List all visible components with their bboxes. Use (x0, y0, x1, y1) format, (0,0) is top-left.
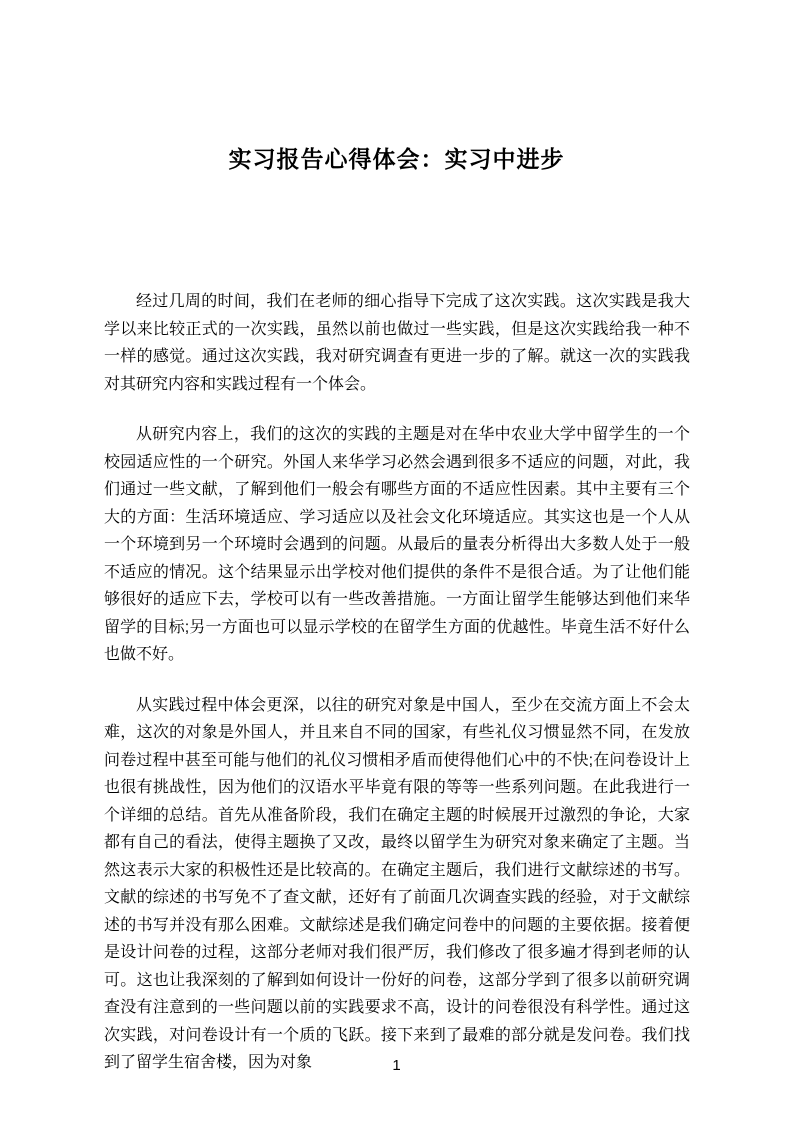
document-body (104, 288, 690, 1077)
paragraph-3: 从实践过程中体会更深，以往的研究对象是中国人，至少在交流方面上不会太难，这次的对象是外国人，并且来自不同的国家，有些礼仪习惯显然不同，在发放问卷过程中甚至可能与他们的礼仪习惯相矛盾而使得他们心中的不快;在问卷设计上也很有挑战性，因为他们的汉语水平毕竟有限的等等一些系列问题。在此我进行一个详细的总结。首先从准备阶段，我们在确定主题的时候展开过激烈的争论，大家都有自己的看法，使得主题换了又改，最终以留学生为研究对象来确定了主题。当然这表示大家的积极性还是比较高的。在确定主题后，我们进行文献综述的书写。文献的综述的书写免不了查文献，还好有了前面几次调查实践的经验，对于文献综述的书写并没有那么困难。文献综述是我们确定问卷中的问题的主要依据。接着便是设计问卷的过程，这部分老师对我们很严厉，我们修改了很多遍才得到老师的认可。这也让我深刻的了解到如何设计一份好的问卷，这部分学到了很多以前研究调查没有注意到的一些问题以前的实践要求不高，设计的问卷很没有科学性。通过这次实践，对问卷设计有一个质的飞跃。接下来到了最难的部分就是发问卷。我们找到了留学生宿舍楼，因为对象 (104, 696, 690, 1071)
document-title: 实习报告心得体会：实习中进步 (228, 146, 565, 172)
paragraph-2: 从研究内容上，我们的这次的实践的主题是对在华中农业大学中留学生的一个校园适应性的一个研究。外国人来华学习必然会遇到很多不适应的问题，对此，我们通过一些文献，了解到他们一般会有哪些方面的不适应性因素。其中主要有三个大的方面：生活环境适应、学习适应以及社会文化环境适应。其实这也是一个人从一个环境到另一个环境时会遇到的问题。从最后的量表分析得出大多数人处于一般不适应的情况。这个结果显示出学校对他们提供的条件不是很合适。为了让他们能够很好的适应下去，学校可以有一些改善措施。一方面让留学生能够达到他们来华留学的目标;另一方面也可以显示学校的在留学生方面的优越性。毕竟生活不好什么也做不好。 (104, 426, 690, 663)
paragraph-1: 经过几周的时间，我们在老师的细心指导下完成了这次实践。这次实践是我大学以来比较正式的一次实践，虽然以前也做过一些实践，但是这次实践给我一种不一样的感觉。通过这次实践，我对研究调查有更进一步的了解。就这一次的实践我对其研究内容和实践过程有一个体会。 (104, 293, 690, 393)
page-number: 1 (392, 1057, 401, 1074)
